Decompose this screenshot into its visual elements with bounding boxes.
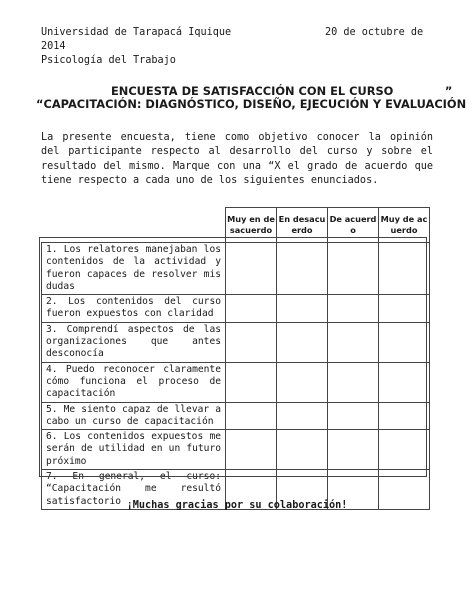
column-header-strongly-agree: Muy de acuerdo bbox=[379, 208, 430, 243]
answer-cell-2-strongly-agree[interactable] bbox=[379, 295, 430, 323]
answer-cell-5-disagree[interactable] bbox=[277, 402, 328, 430]
column-header-disagree: En desacuerdo bbox=[277, 208, 328, 243]
statement-3: 3. Comprendí aspectos de las organizaciones que antes desconocía bbox=[42, 322, 226, 362]
table-corner-cell bbox=[42, 208, 226, 243]
statement-4: 4. Puedo reconocer claramente cómo funciona el proceso de capacitación bbox=[42, 362, 226, 402]
answer-cell-6-strongly-agree[interactable] bbox=[379, 430, 430, 470]
table-row bbox=[42, 295, 430, 323]
answer-cell-1-strongly-agree[interactable] bbox=[379, 243, 430, 295]
thank-you-message: ¡Muchas gracias por su colaboración! bbox=[126, 500, 348, 511]
survey-instructions: La presente encuesta, tiene como objetivo conocer la opinión del participante respecto al desarrollo del curso y sobre el resultado del mismo. Marque con una “X el grado de acuerdo que tiene respecto a cada uno de los siguientes enunciados. bbox=[41, 132, 433, 187]
answer-cell-1-strongly-disagree[interactable] bbox=[226, 243, 277, 295]
answer-cell-6-strongly-disagree[interactable] bbox=[226, 430, 277, 470]
header-date: 20 de octubre de bbox=[325, 27, 424, 38]
statement-7: 7. En general, el curso: “Capacitación me resultó satisfactorio bbox=[42, 470, 226, 510]
answer-cell-2-agree[interactable] bbox=[328, 295, 379, 323]
answer-cell-4-strongly-agree[interactable] bbox=[379, 362, 430, 402]
answer-cell-4-disagree[interactable] bbox=[277, 362, 328, 402]
answer-cell-4-strongly-disagree[interactable] bbox=[226, 362, 277, 402]
header-subject: Psicología del Trabajo bbox=[41, 55, 176, 66]
table-header-row bbox=[42, 208, 430, 243]
survey-title-line-2: “CAPACITACIÓN: DIAGNÓSTICO, DISEÑO, EJECUCIÓN Y EVALUACIÓN bbox=[36, 97, 467, 111]
table-row bbox=[42, 243, 430, 295]
column-header-strongly-disagree: Muy en desacuerdo bbox=[226, 208, 277, 243]
answer-cell-3-agree[interactable] bbox=[328, 322, 379, 362]
statement-2: 2. Los contenidos del curso fueron expuestos con claridad bbox=[42, 295, 226, 323]
answer-cell-1-disagree[interactable] bbox=[277, 243, 328, 295]
survey-table bbox=[41, 207, 430, 510]
header-institution bbox=[41, 26, 231, 68]
answer-cell-6-agree[interactable] bbox=[328, 430, 379, 470]
header-university: Universidad de Tarapacá Iquique bbox=[41, 27, 232, 38]
survey-title-line-1: ENCUESTA DE SATISFACCIÓN CON EL CURSO ” bbox=[111, 84, 453, 98]
answer-cell-4-agree[interactable] bbox=[328, 362, 379, 402]
statement-5: 5. Me siento capaz de llevar a cabo un curso de capacitación bbox=[42, 402, 226, 430]
answer-cell-3-strongly-disagree[interactable] bbox=[226, 322, 277, 362]
table-row bbox=[42, 322, 430, 362]
column-header-agree: De acuerdo bbox=[328, 208, 379, 243]
answer-cell-5-strongly-disagree[interactable] bbox=[226, 402, 277, 430]
answer-cell-5-strongly-agree[interactable] bbox=[379, 402, 430, 430]
answer-cell-2-strongly-disagree[interactable] bbox=[226, 295, 277, 323]
statement-1: 1. Los relatores manejaban los contenidos de la actividad y fueron capaces de resolver mis dudas bbox=[42, 243, 226, 295]
statement-6: 6. Los contenidos expuestos me serán de utilidad en un futuro próximo bbox=[42, 430, 226, 470]
table-row bbox=[42, 362, 430, 402]
answer-cell-3-disagree[interactable] bbox=[277, 322, 328, 362]
answer-cell-2-disagree[interactable] bbox=[277, 295, 328, 323]
answer-cell-1-agree[interactable] bbox=[328, 243, 379, 295]
table-row bbox=[42, 402, 430, 430]
answer-cell-3-strongly-agree[interactable] bbox=[379, 322, 430, 362]
answer-cell-6-disagree[interactable] bbox=[277, 430, 328, 470]
table-row bbox=[42, 430, 430, 470]
answer-cell-5-agree[interactable] bbox=[328, 402, 379, 430]
header-year: 2014 bbox=[41, 41, 66, 52]
